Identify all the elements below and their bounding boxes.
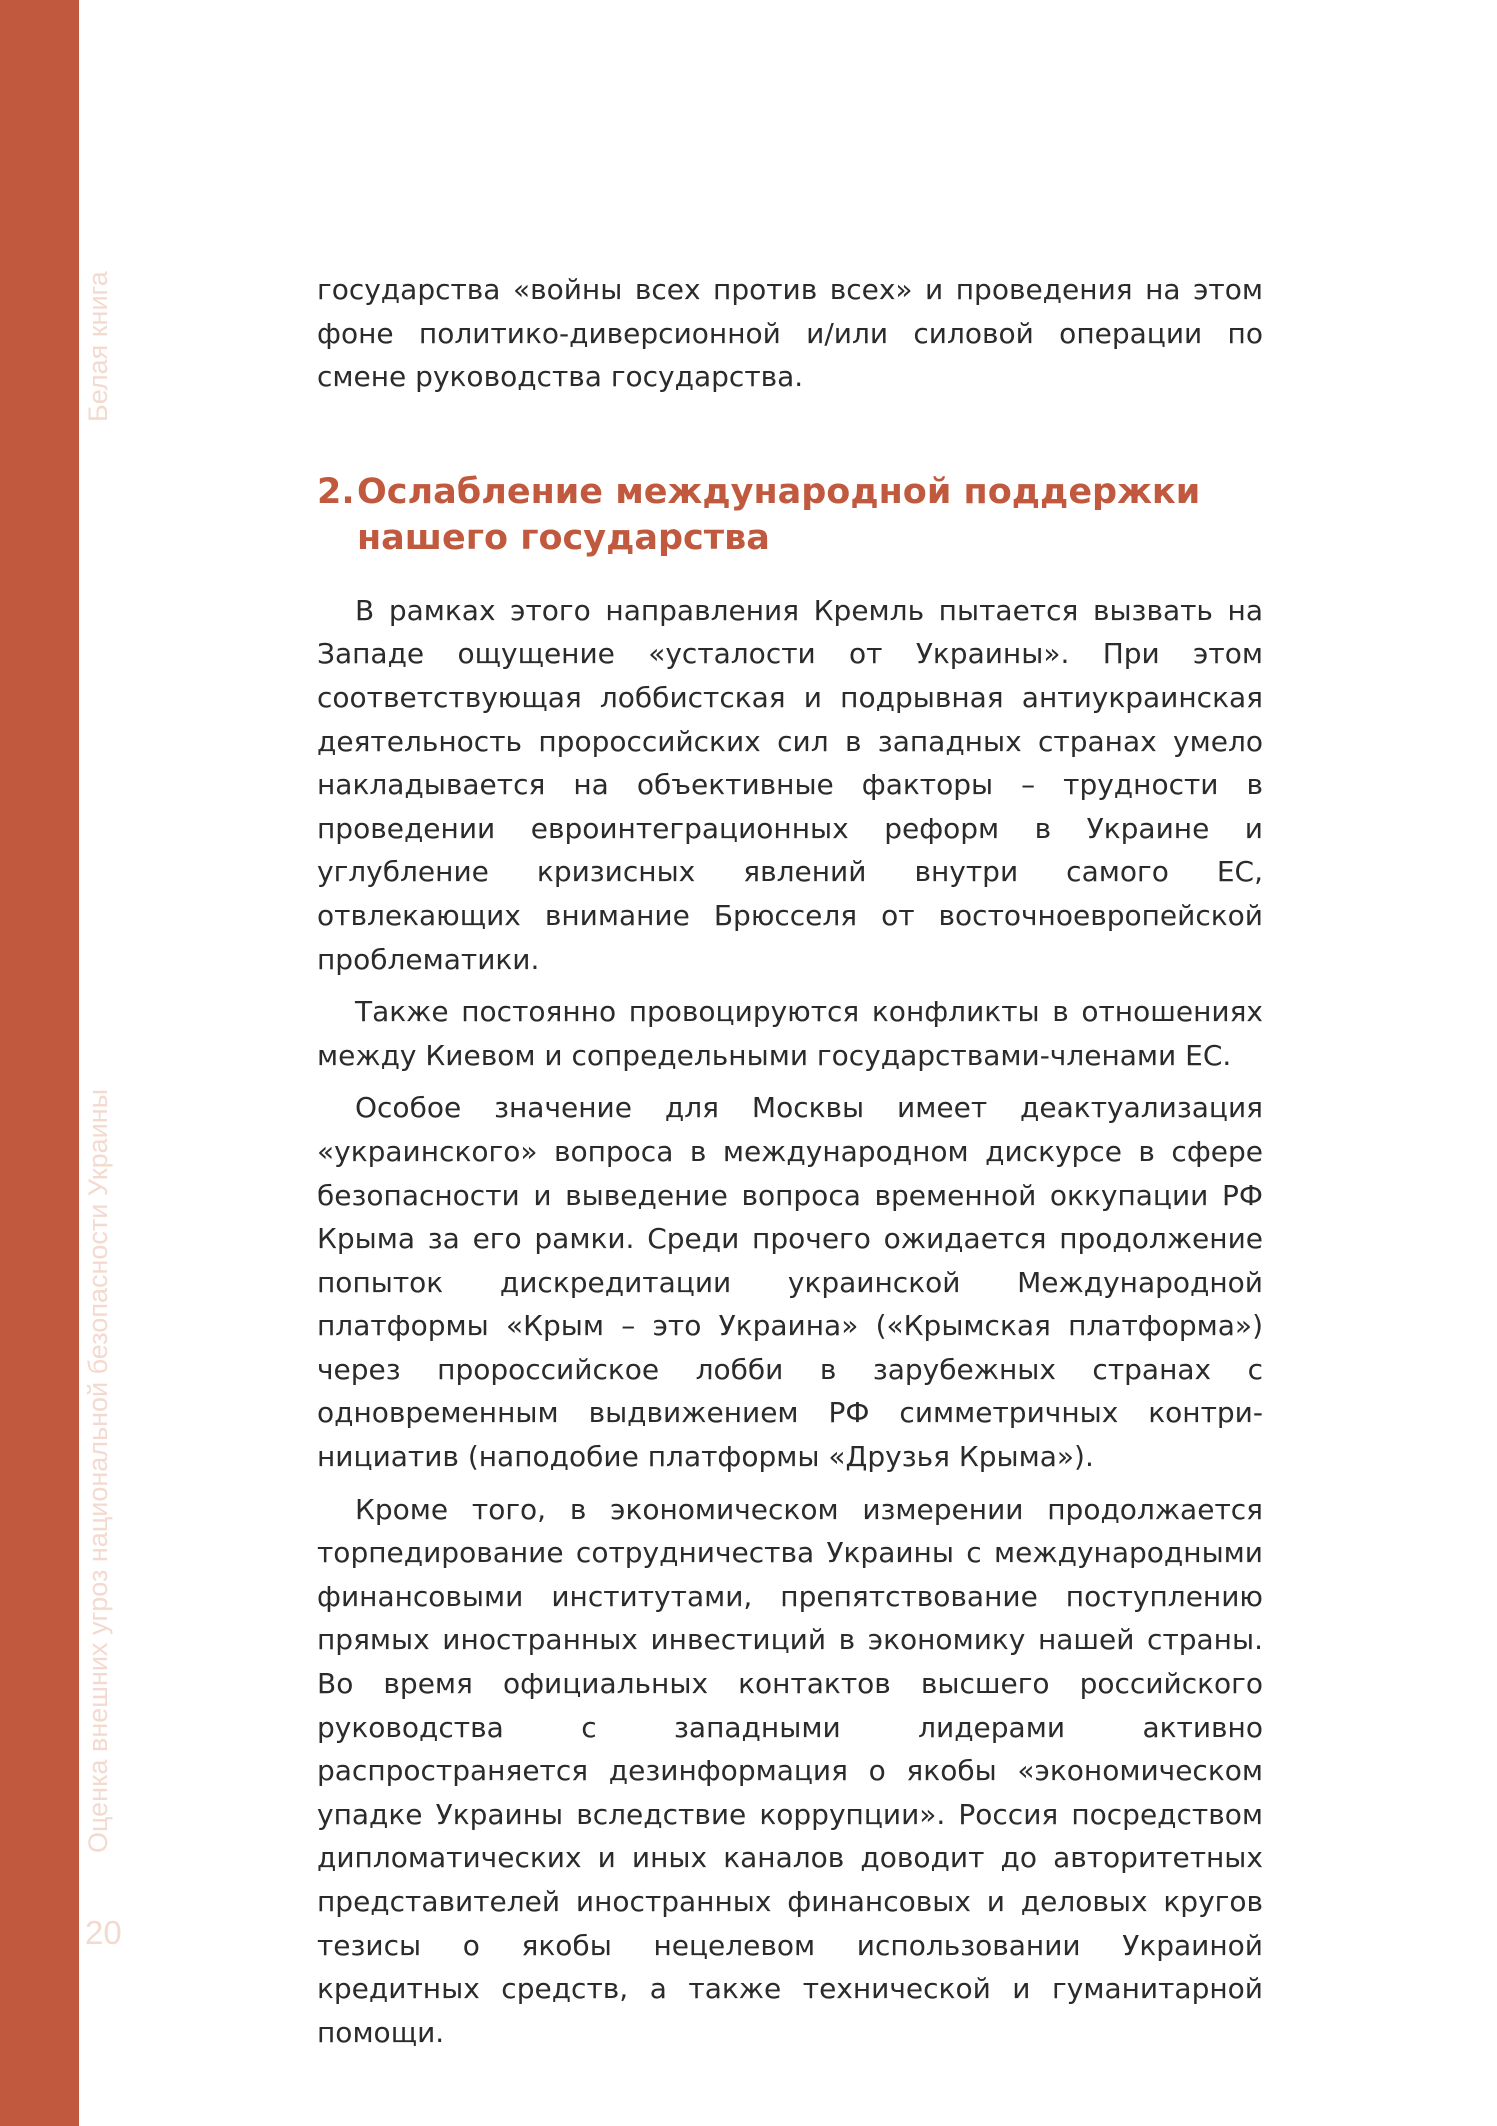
body-paragraph: Кроме того, в экономическом измерении продолжается торпедирование сотрудничества Украины с международными финансовыми институтами, препятствование поступлению прямых иностранных инвестиций в экономику нашей страны. Во время официальных контактов высшего российского руководства с западными лидерами активно распространяется дезинформация о якобы «экономическом упадке Украины вследствие коррупции». Россия посредством дипломатических и иных каналов доводит до авторитетных представителей иностранных финансовых и деловых кругов тезисы о якобы нецелевом использовании Украиной кредитных средств, а также технической и гуманитарной помощи. — [317, 1492, 1263, 2049]
sidebar-band — [0, 0, 79, 2126]
section-heading — [317, 469, 1263, 561]
intro-paragraph: государства «войны всех против всех» и проведения на этом фоне политико-диверсионной и/или силовой операции по смене руководства государства. — [317, 273, 1263, 394]
section-number: 2. — [317, 471, 355, 512]
page-number: 20 — [85, 1914, 122, 1951]
body-paragraph: Особое значение для Москвы имеет деактуализация «украинского» вопроса в международном дискурсе в сфере безопасности и выведение вопроса временной оккупации РФ Крыма за его рамки. Среди прочего ожидается продолжение попыток дискредитации украинской Международной платформы «Крым – это Украина» («Крымская платформа») через пророссийское лобби в зарубежных странах с одновременным выдвижением РФ симметричных контринициатив (наподобие платформы «Друзья Крыма»). — [317, 1091, 1263, 1474]
series-title: Белая книга — [83, 271, 113, 422]
book-title: Оценка внешних угроз национальной безопасности Украины — [83, 1088, 113, 1853]
sidebar-divider — [79, 0, 81, 2126]
body-paragraph: Также постоянно провоцируются конфликты в отношениях между Киевом и сопредельными государствами-членами ЕС. — [317, 995, 1263, 1072]
page-content — [317, 268, 1263, 2054]
body-paragraph: В рамках этого направления Кремль пытается вызвать на Западе ощущение «усталости от Украины». При этом соответствующая лоббистская и подрывная антиукраинская деятельность пророссийских сил в западных странах умело накладывается на объективные факторы – трудности в проведении евроинтеграционных реформ в Украине и углубление кризисных явлений внутри самого ЕС, отвлекающих внимание Брюсселя от восточноевропейской проблематики. — [317, 593, 1263, 976]
section-title: Ослабление международной поддержки нашего государства — [357, 471, 1201, 558]
